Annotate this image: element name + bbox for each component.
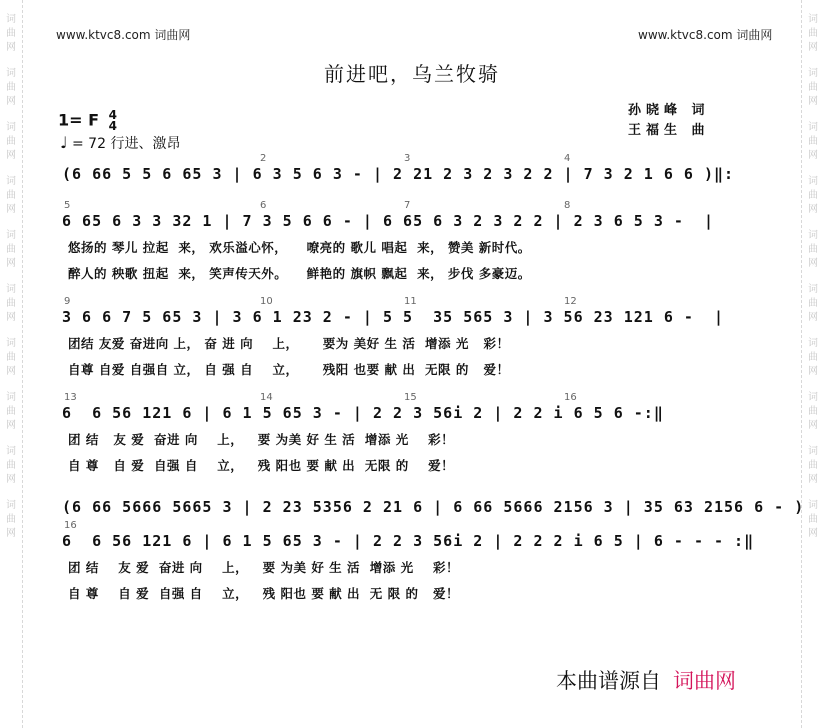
meter-top: 4 [108, 108, 117, 122]
lyric-line: 自尊 自爱 自强自 立， 自 强 自 立， 残阳 也要 献 出 无限 的 爱！ [68, 362, 510, 377]
measure-number: 3 [404, 153, 411, 164]
watermark-group [6, 284, 16, 324]
watermark-glyph: 词 [808, 392, 818, 403]
watermark-glyph: 曲 [808, 244, 818, 255]
watermark-group [808, 338, 818, 378]
notation-line: 6 6 56 121 6 | 6 1 5 65 3 - | 2 2 3 56i 2 | 2 2 2 i 6 5 | 6 - - - :‖ [62, 532, 755, 550]
watermark-group [6, 176, 16, 216]
watermark-glyph: 曲 [6, 136, 16, 147]
lyricist-credit: 孙晓峰 词 [628, 103, 710, 118]
watermark-glyph: 网 [6, 42, 16, 53]
watermark-glyph: 词 [6, 338, 16, 349]
watermark-glyph: 曲 [6, 82, 16, 93]
watermark-group [808, 446, 818, 486]
measure-number: 6 [260, 200, 267, 211]
watermark-group [808, 500, 818, 540]
watermark-glyph: 网 [808, 96, 818, 107]
watermark-glyph: 网 [6, 150, 16, 161]
watermark-glyph: 词 [808, 446, 818, 457]
watermark-glyph: 曲 [808, 82, 818, 93]
watermark-glyph: 曲 [808, 514, 818, 525]
watermark-glyph: 网 [6, 258, 16, 269]
watermark-group [808, 230, 818, 270]
watermark-glyph: 网 [6, 204, 16, 215]
watermark-glyph: 曲 [808, 136, 818, 147]
site-url-right[interactable]: www.ktvc8.com 词曲网 [638, 28, 773, 42]
watermark-glyph: 词 [6, 446, 16, 457]
left-watermark-strip [0, 0, 23, 728]
measure-number: 7 [404, 200, 411, 211]
lyric-line: 团 结 友 爱 奋进 向 上， 要 为美 好 生 活 增添 光 彩！ [68, 560, 459, 575]
watermark-glyph: 曲 [808, 406, 818, 417]
watermark-glyph: 词 [6, 500, 16, 511]
song-title: 前进吧，乌兰牧骑 [324, 62, 500, 86]
measure-number: 2 [260, 153, 267, 164]
measure-number: 4 [564, 153, 571, 164]
watermark-group [6, 230, 16, 270]
lyric-line: 自 尊 自 爱 自强 自 立， 残 阳也 要 献 出 无 限 的 爱！ [68, 586, 459, 601]
watermark-glyph: 曲 [6, 298, 16, 309]
measure-number: 16 [64, 520, 77, 531]
watermark-glyph: 网 [808, 366, 818, 377]
watermark-group [808, 176, 818, 216]
quarter-note-icon: ♩ [60, 133, 68, 152]
watermark-glyph: 词 [808, 230, 818, 241]
watermark-glyph: 曲 [6, 28, 16, 39]
watermark-glyph: 词 [6, 122, 16, 133]
lyric-line: 醉人的 秧歌 扭起 来， 笑声传天外。 鲜艳的 旗帜 飘起 来， 步伐 多豪迈。 [68, 266, 531, 281]
watermark-glyph: 网 [808, 204, 818, 215]
measure-number: 12 [564, 296, 577, 307]
watermark-glyph: 曲 [6, 406, 16, 417]
notation-line: 6 6 56 121 6 | 6 1 5 65 3 - | 2 2 3 56i 2 | 2 2 i 6 5 6 -:‖ [62, 404, 664, 422]
watermark-glyph: 词 [6, 392, 16, 403]
watermark-glyph: 网 [6, 96, 16, 107]
lyric-line: 自 尊 自 爱 自强 自 立， 残 阳也 要 献 出 无限 的 爱！ [68, 458, 455, 473]
notation-line: 6 65 6 3 3 32 1 | 7 3 5 6 6 - | 6 65 6 3 2 3 2 2 | 2 3 6 5 3 - | [62, 212, 714, 230]
watermark-glyph: 网 [808, 420, 818, 431]
watermark-group [6, 122, 16, 162]
watermark-glyph: 词 [6, 230, 16, 241]
watermark-glyph: 词 [808, 68, 818, 79]
measure-number: 16 [564, 392, 577, 403]
measure-number: 11 [404, 296, 417, 307]
measure-number: 10 [260, 296, 273, 307]
watermark-group [6, 446, 16, 486]
watermark-glyph: 曲 [808, 352, 818, 363]
watermark-glyph: 网 [808, 474, 818, 485]
watermark-glyph: 曲 [6, 514, 16, 525]
watermark-glyph: 词 [808, 500, 818, 511]
right-watermark-strip [801, 0, 824, 728]
watermark-glyph: 网 [808, 258, 818, 269]
watermark-glyph: 词 [808, 122, 818, 133]
watermark-group [808, 392, 818, 432]
watermark-glyph: 词 [808, 284, 818, 295]
notation-line: 3 6 6 7 5 65 3 | 3 6 1 23 2 - | 5 5 35 565 3 | 3 56 23 121 6 - | [62, 308, 725, 326]
watermark-glyph: 网 [808, 312, 818, 323]
watermark-glyph: 词 [6, 14, 16, 25]
measure-number: 5 [64, 200, 71, 211]
watermark-glyph: 网 [6, 528, 16, 539]
key-signature [58, 110, 117, 132]
measure-number: 14 [260, 392, 273, 403]
watermark-glyph: 网 [808, 528, 818, 539]
tempo-text: = 72 行进、激昂 [72, 136, 181, 152]
watermark-glyph: 词 [6, 284, 16, 295]
source-footer [556, 665, 736, 695]
tempo-marking [60, 133, 180, 153]
watermark-group [6, 14, 16, 54]
measure-number: 8 [564, 200, 571, 211]
notation-line: (6 66 5666 5665 3 | 2 23 5356 2 21 6 | 6 66 5666 2156 3 | 35 63 2156 6 - ) [62, 498, 805, 516]
watermark-group [808, 122, 818, 162]
site-url-left[interactable]: www.ktvc8.com 词曲网 [56, 28, 191, 42]
time-signature [109, 110, 117, 132]
watermark-glyph: 网 [6, 420, 16, 431]
composer-credit: 王福生 曲 [628, 123, 710, 138]
watermark-glyph: 网 [6, 366, 16, 377]
measure-number: 15 [404, 392, 417, 403]
watermark-glyph: 曲 [808, 298, 818, 309]
measure-number: 9 [64, 296, 71, 307]
watermark-glyph: 曲 [808, 460, 818, 471]
lyric-line: 团 结 友 爱 奋进 向 上， 要 为美 好 生 活 增添 光 彩！ [68, 432, 455, 447]
watermark-group [808, 14, 818, 54]
watermark-glyph: 网 [6, 474, 16, 485]
watermark-glyph: 曲 [6, 190, 16, 201]
watermark-group [6, 500, 16, 540]
watermark-group [6, 338, 16, 378]
watermark-glyph: 曲 [6, 352, 16, 363]
watermark-glyph: 网 [808, 150, 818, 161]
watermark-glyph: 网 [808, 42, 818, 53]
watermark-group [808, 284, 818, 324]
lyric-line: 团结 友爱 奋进向 上， 奋 进 向 上， 要为 美好 生 活 增添 光 彩！ [68, 336, 510, 351]
meter-bottom: 4 [108, 119, 117, 133]
footer-text: 本曲谱源自 [556, 669, 661, 693]
watermark-glyph: 词 [6, 176, 16, 187]
watermark-glyph: 曲 [6, 460, 16, 471]
watermark-glyph: 词 [6, 68, 16, 79]
measure-number: 13 [64, 392, 77, 403]
watermark-glyph: 词 [808, 176, 818, 187]
watermark-glyph: 曲 [808, 190, 818, 201]
watermark-group [6, 392, 16, 432]
watermark-glyph: 词 [808, 14, 818, 25]
lyric-line: 悠扬的 琴儿 拉起 来， 欢乐溢心怀， 嘹亮的 歌儿 唱起 来， 赞美 新时代。 [68, 240, 531, 255]
footer-brand[interactable]: 词曲网 [673, 669, 736, 693]
watermark-glyph: 网 [6, 312, 16, 323]
notation-line: (6 66 5 5 6 65 3 | 6 3 5 6 3 - | 2 21 2 3 2 3 2 2 | 7 3 2 1 6 6 )‖: [62, 165, 735, 183]
credits [628, 101, 710, 141]
watermark-glyph: 曲 [6, 244, 16, 255]
watermark-glyph: 曲 [808, 28, 818, 39]
key-text: 1= F [58, 110, 100, 130]
watermark-glyph: 词 [808, 338, 818, 349]
